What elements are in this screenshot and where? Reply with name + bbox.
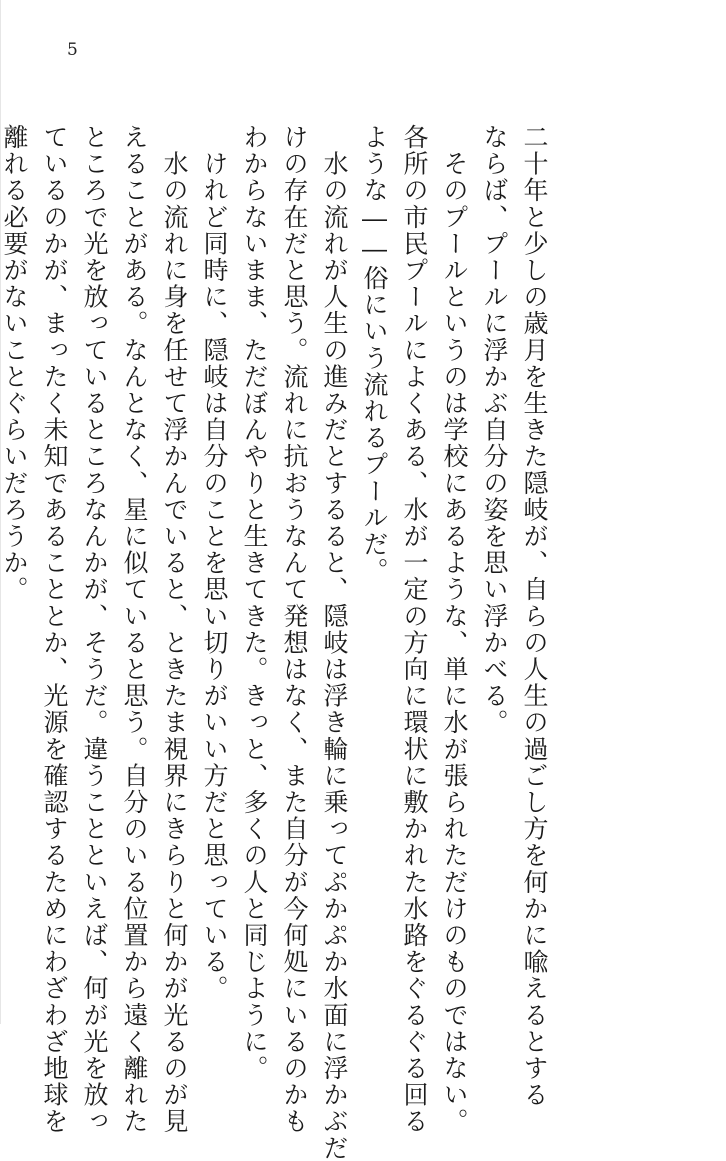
page-number: 5 [67,40,78,60]
paragraph-1: 二十年と少しの歳月を生きた隠岐が、自らの人生の過ごし方を何かに喩えるとする ならば、プールに浮かぶ自分の姿を思い浮かべる。 [480,124,549,1109]
paragraph-3: 水の流れが人生の進みだとするると、隠岐は浮き輪に乗ってぷかぷか水面に浮かぶだ けの存在だと思う。流れに抗おうなんて発想はなく、また自分が今何処にいるのかも わからないまま、ただぼんやりと生きてきた。きっと、多くの人と同じように。 [240,124,349,1161]
paragraph-4: けれど同時に、隠岐は自分のことを思い切りがいい方だと思っている。 [200,124,229,1002]
paragraph-5: 水の流れに身を任せて浮かんでいると、ときたま視界にきらりと何かが光るのが見 えることがある。なんとなく、星に似ていると思う。自分のいる位置から遠く離れた ところで光を放っているところなんかが、そうだ。違うことといえば、何が光を放っ ているのかが、まったく未知であることとか、光源を確認するためにわざわざ地球を 離れる必要がないことぐらいだろうか。 [0,124,189,1135]
vertical-text-body [0,124,634,1161]
paragraph-2: そのプールというのは学校にあるような、単に水が張られただけのものではない。 各所の市民プールによくある、水が一定の方向に環状に敷かれた水路をぐるぐる回る ような――俗にいう流れるプールだ。 [360,124,469,1135]
